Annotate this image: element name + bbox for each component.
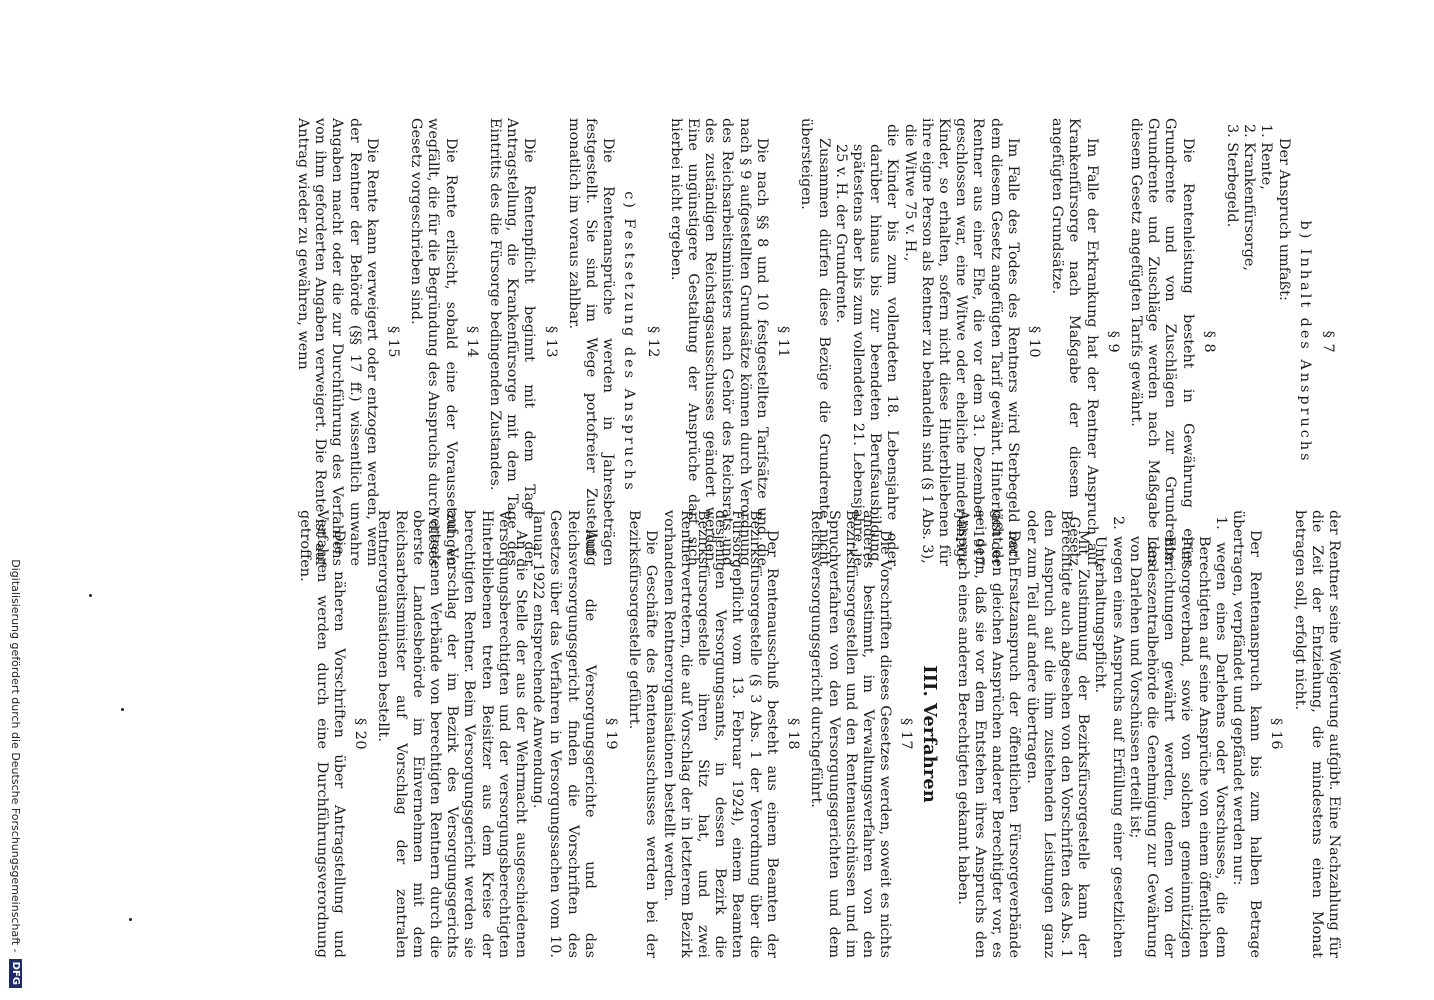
section-11-title: § 11 bbox=[775, 325, 792, 359]
section-19-text2: An die Stelle der aus der Wehrmacht ausgeschiedenen Versorgungsberechtigten und der versorgungsberechtigten Hinterbliebenen treten Beisitzer aus dem Kreise der berechtigten Rentner. Beim Versorgungsgericht werden sie auf Vorschlag der im Bezirk des Versorgungsgerichts vertretenen Verbände von berechtigten Rentnern durch die oberste Landesbehörde im Einvernehmen mit dem Reichsarbeitsminister auf Vorschlag der zentralen Rentnerorganisationen bestellt. bbox=[375, 510, 530, 958]
left-column bbox=[294, 118, 1342, 566]
section-15-title: § 15 bbox=[385, 325, 402, 359]
section-7-item: 2. Krankenfürsorge, bbox=[1241, 124, 1258, 271]
section-13-text: Die Rentenpflicht beginnt mit dem Tage der Antragstellung, die Krankenfürsorge mit dem Tage des Eintritts des die Fürsorge bedingenden Zustandes. bbox=[487, 118, 538, 566]
section-10-item: die Witwe 75 v. H., bbox=[901, 124, 918, 262]
section-18-text: Der Rentenausschuß besteht aus einem Beamten der Bezirksfürsorgestelle (§ 3 Abs. 1 der Verordnung über die Fürsorgepflicht vom 13. Februar 1924), einem Beamten desjenigen Versorgungsamts, in dessen Bezirk die Bezirksfürsorgestelle ihren Sitz hat, und zwei Rentnervertretern, die auf Vorschlag der in letzterem Bezirk vorhandenen Rentnerorganisationen bestellt werden. bbox=[660, 510, 780, 958]
section-9-title: § 9 bbox=[1104, 330, 1121, 354]
section-20-text: Die näheren Vorschriften über Antragstellung und Verfahren werden durch eine Durchführungsverordnung getroffen. bbox=[296, 510, 348, 958]
credit-text: Digitalisierung gefördert durch die Deutsche Forschungsgemeinschaft - bbox=[9, 559, 22, 953]
section-12-text: Die Rentenansprüche werden in Jahresbeträgen festgestellt. Sie sind im Wege portofreier Zustellung monatlich im voraus zahlbar. bbox=[565, 118, 617, 566]
section-16-item: 1. wegen eines Darlehens oder Vorschusses, die dem Berechtigten auf seine Ansprüche von einem öffentlichen Fürsorgeverband, sowie von solchen gemeinnützigen Einrichtungen gewährt werden, denen von der Landeszentralbehörde die Genehmigung zur Gewährung von Darlehen und Vorschüssen erteilt ist; bbox=[1126, 516, 1229, 958]
section-17-text: Die Vorschriften dieses Gesetzes werden, soweit es nichts anderes bestimmt, im Verwaltungsverfahren von den Bezirksfürsorgestellen und den Rentenausschüssen und im Spruchverfahren von den Versorgungsgerichten und dem Reichsversorgungsgericht durchgeführt. bbox=[808, 510, 894, 958]
section-20-title: § 20 bbox=[352, 717, 369, 751]
section-12-title: § 12 bbox=[644, 325, 661, 359]
section-16-text2: Mit Zustimmung der Bezirksfürsorgestelle kann der Berechtigte auch abgesehen von den Vorschriften des Abs. 1 den Anspruch auf die ihm zustehenden Leistungen ganz oder zum Teil auf andere übertragen. bbox=[1023, 510, 1092, 958]
section-16-title: § 16 bbox=[1268, 717, 1285, 751]
digitization-credit bbox=[9, 0, 22, 1000]
section-7-item: 3. Sterbegeld. bbox=[1223, 124, 1240, 228]
section-18-title: § 18 bbox=[785, 717, 802, 751]
section-16-item: 2. wegen eines Anspruchs auf Erfüllung einer gesetzlichen Unterhaltungspflicht. bbox=[1092, 516, 1126, 958]
section-8-text: Die Rentenleistung besteht in Gewährung einer Grundrente und von Zuschlägen zur Grundrente. Grundrente und Zuschläge werden nach Maßgabe des diesem Gesetz angefügten Tarifs gewährt. bbox=[1127, 118, 1196, 566]
section-7-subtitle: b) Inhalt des Anspruchs bbox=[1296, 220, 1313, 464]
section-10-text: Im Falle des Todes des Rentners wird Sterbegeld nach dem diesem Gesetz angefügten Tarif gewährt. Hinterläßt der Rentner aus einer Ehe, die vor dem 31. Dezember 1917 geschlossen war, eine Witwe oder eheliche minderjährige Kinder, so erhalten, sofern nicht diese Hinterbliebenen für ihre eigne Person als Rentner zu behandeln sind (§ 1 Abs. 3), bbox=[918, 118, 1021, 566]
section-16-text: Der Rentenanspruch kann bis zum halben Betrage übertragen, verpfändet und gepfändet werden nur: bbox=[1229, 510, 1264, 958]
section-17-title: § 17 bbox=[898, 717, 915, 751]
section-12-subtitle: c) Festsetzung des Anspruchs bbox=[621, 191, 638, 493]
section-16-text3: Der Ersatzanspruch der öffentlichen Fürsorgeverbände geht den gleichen Ansprüchen anderer Berechtigter vor, es sei denn, daß sie vor dem Entstehen ihres Anspruchs den Anspruch eines anderen Berechtigten gekannt haben. bbox=[954, 510, 1023, 958]
section-14-text: Die Rente erlischt, sobald eine der Voraussetzungen wegfällt, die für die Begründung des Anspruchs durch dieses Gesetz vorgeschrieben sind. bbox=[408, 118, 459, 566]
scan-speck bbox=[129, 918, 132, 921]
section-19-text: Auf die Versorgungsgerichte und das Reichsversorgungsgericht finden die Vorschriften des Gesetzes über das Verfahren in Versorgungssachen vom 10. Januar 1922 entsprechende Anwendung. bbox=[530, 510, 598, 958]
section-10-title: § 10 bbox=[1025, 325, 1042, 359]
right-column bbox=[295, 510, 1342, 958]
section-7-title: § 7 bbox=[1320, 330, 1336, 354]
section-8-title: § 8 bbox=[1200, 330, 1217, 354]
section-14-title: § 14 bbox=[463, 325, 480, 359]
section-9-text: Im Falle der Erkrankung hat der Rentner Anspruch auf Krankenfürsorge nach Maßgabe der diesem Gesetz angefügten Grundsätze. bbox=[1049, 118, 1100, 566]
scan-speck bbox=[89, 594, 92, 597]
dfg-logo: DFG bbox=[9, 959, 22, 988]
section-10-text2: Zusammen dürfen diese Bezüge die Grundrente nicht übersteigen. bbox=[798, 118, 832, 566]
section-7-item: 1. Rente, bbox=[1258, 124, 1275, 190]
section-19-title: § 19 bbox=[603, 717, 620, 751]
section-10-item: die Kinder bis zum vollendeten 18. Lebensjahre oder darüber hinaus bis zur beendeten Berufsausbildung, spätestens aber bis zum vollendeten 21. Lebensjahre, je 25 v. H. der Grundrente. bbox=[832, 124, 901, 566]
part-3-heading: III. Verfahren bbox=[918, 665, 940, 803]
section-11-text: Die nach §§ 8 und 10 festgestellten Tarifsätze und die nach § 9 aufgestellten Grundsätze können durch Verordnung des Reichsarbeitsministers nach Gehör des Reichsrats und des zuständigen Reichstagsausschusses geändert werden. Eine ungünstigere Gestaltung der Ansprüche darf sich hierbei nicht ergeben. bbox=[667, 118, 770, 566]
scan-speck bbox=[121, 708, 124, 711]
section-13-title: § 13 bbox=[542, 325, 559, 359]
section-7-intro: Der Anspruch umfaßt: bbox=[1275, 138, 1292, 301]
section-18-text2: Die Geschäfte des Rentenausschusses werden bei der Bezirksfürsorgestelle geführt. bbox=[626, 510, 660, 958]
section-15-text: Die Rente kann verweigert oder entzogen werden, wenn der Rentner der Behörde (§§ 17 ff.) wissentlich unwahre Angaben macht oder die zur Durchführung des Verfahrens von ihm geforderten Angaben verweigert. Die Rente ist auf Antrag wieder zu gewähren, wenn bbox=[295, 118, 380, 566]
section-15-continuation: der Rentner seine Weigerung aufgibt. Eine Nachzahlung für die Zeit der Entziehung, die mindestens einen Monat betragen soll, erfolgt nicht. bbox=[1291, 510, 1342, 958]
